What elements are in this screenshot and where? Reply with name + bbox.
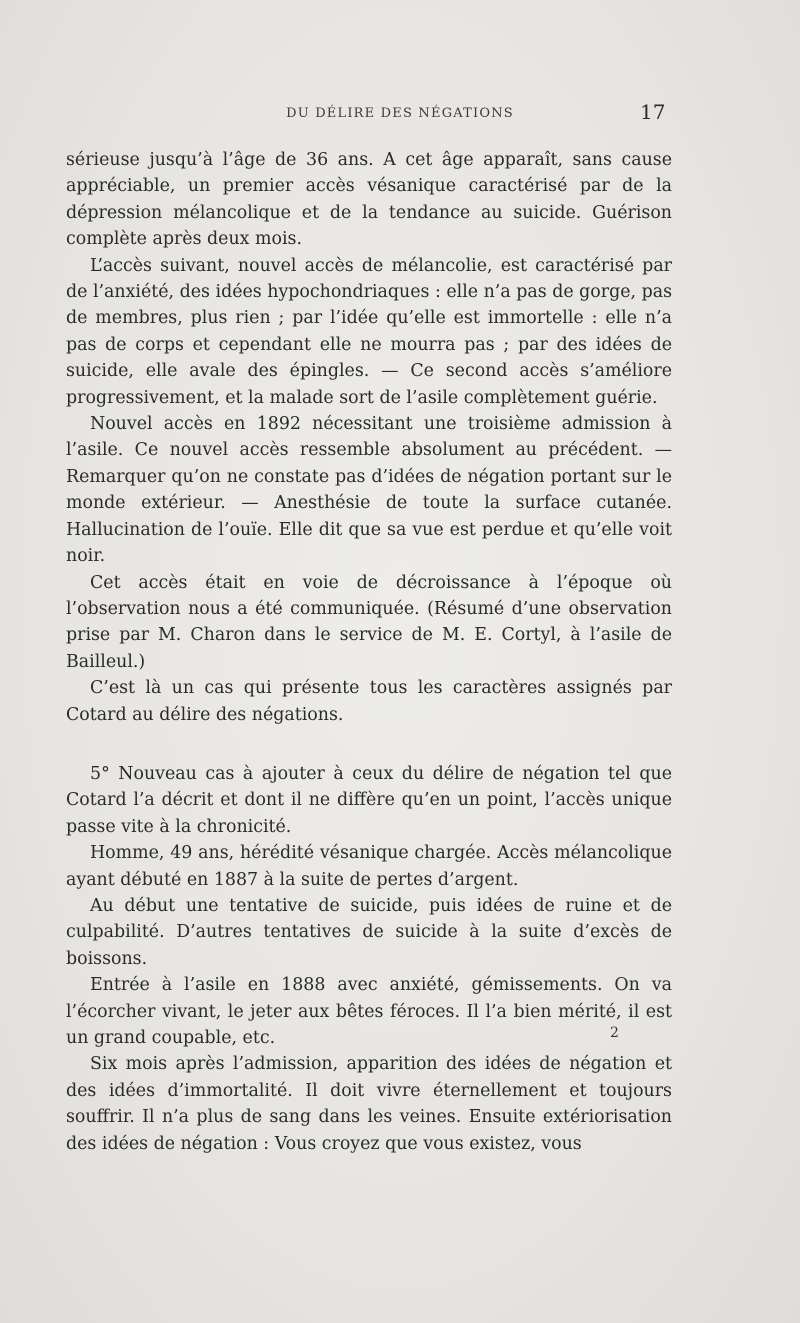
paragraph: 5° Nouveau cas à ajouter à ceux du délire de négation tel que Cotard l’a décrit et dont il ne diffère qu’en un point, l’accès unique passe vite à la chronicité.: [66, 763, 672, 837]
paragraph: Six mois après l’admission, apparition des idées de négation et des idées d’immortalité. Il doit vivre éternellement et toujours souffrir. Il n’a plus de sang dans les veines. Ensuite extériorisation des idées de négation : Vous croyez que vous existez, vous: [66, 1054, 672, 1154]
printer-signature-mark: 2: [610, 1025, 619, 1041]
body-text: [66, 147, 672, 1157]
paragraph: Entrée à l’asile en 1888 avec anxiété, gémissements. On va l’écorcher vivant, le jeter aux bêtes féroces. Il l’a bien mérité, il est un grand coupable, etc.: [66, 975, 672, 1048]
page-number: 17: [640, 100, 666, 124]
paragraph: C’est là un cas qui présente tous les caractères assignés par Cotard au délire des négations.: [66, 678, 672, 725]
paragraph: Homme, 49 ans, hérédité vésanique chargée. Accès mélancolique ayant débuté en 1887 à la suite de pertes d’argent.: [66, 843, 672, 890]
section-gap: [66, 728, 672, 761]
paragraph: Nouvel accès en 1892 nécessitant une troisième admission à l’asile. Ce nouvel accès ressemble absolument au précédent. — Remarquer qu’on ne constate pas d’idées de négation portant sur le monde extérieur. — Anesthésie de toute la surface cutanée. Hallucination de l’ouïe. Elle dit que sa vue est perdue et qu’elle voit noir.: [66, 414, 672, 567]
paragraph: Au début une tentative de suicide, puis idées de ruine et de culpabilité. D’autres tentatives de suicide à la suite d’excès de boissons.: [66, 895, 672, 969]
running-header-title: DU DÉLIRE DES NÉGATIONS: [286, 106, 514, 121]
paragraph: Cet accès était en voie de décroissance à l’époque où l’observation nous a été communiquée. (Résumé d’une observation prise par M. Charon dans le service de M. E. Cortyl, à l’asile de Bailleul.): [66, 572, 672, 672]
paragraph: sérieuse jusqu’à l’âge de 36 ans. A cet âge apparaît, sans cause appréciable, un premier accès vésanique caractérisé par de la dépression mélancolique et de la tendance au suicide. Guérison complète après deux mois.: [66, 150, 672, 250]
paragraph: L’accès suivant, nouvel accès de mélancolie, est caractérisé par de l’anxiété, des idées hypochondriaques : elle n’a pas de gorge, pas de membres, plus rien ; par l’idée qu’elle est immortelle : elle n’a pas de corps et cependant elle ne mourra pas ; par des idées de suicide, elle avale des épingles. — Ce second accès s’améliore progressivement, et la malade sort de l’asile complètement guérie.: [66, 255, 672, 408]
